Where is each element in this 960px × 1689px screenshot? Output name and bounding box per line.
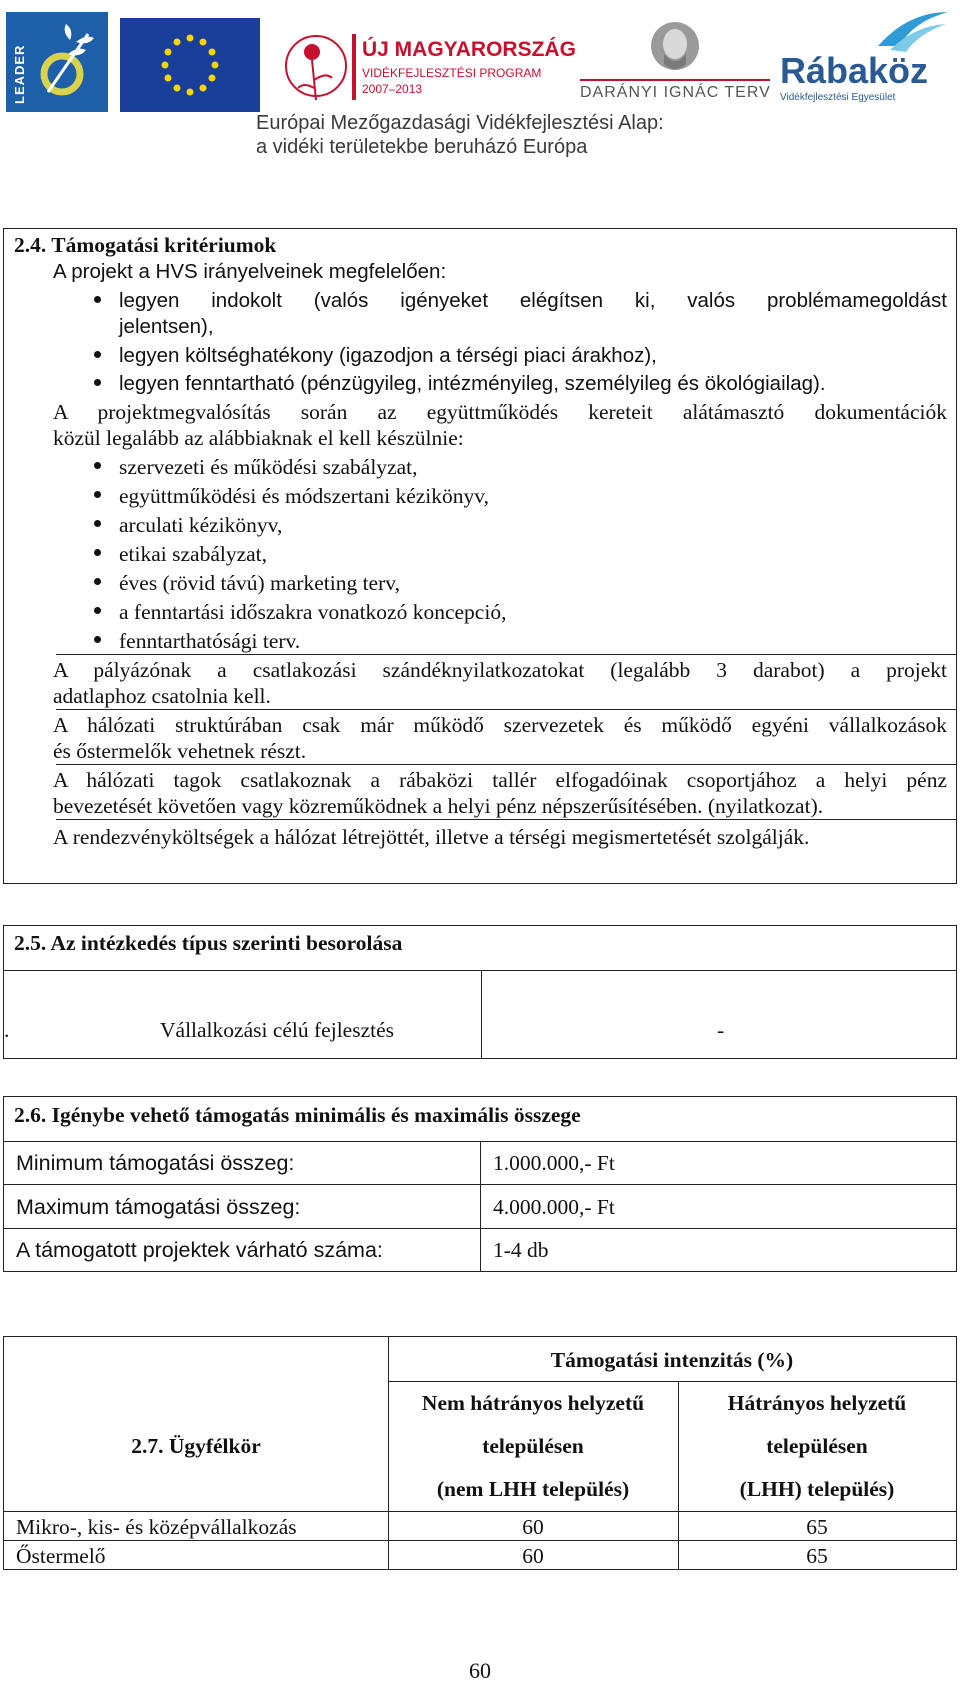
tagline-2: a vidéki területekbe beruházó Európa	[256, 136, 588, 158]
portrait-icon	[580, 14, 770, 84]
divider	[481, 970, 482, 1058]
paragraph-1-cont: adatlaphoz csatolnia kell.	[53, 684, 271, 708]
divider	[4, 1540, 956, 1541]
section-2-6-box	[3, 1096, 957, 1272]
criteria-1-cont: jelentsen),	[119, 315, 214, 338]
rabakoz-title: Rábaköz	[780, 50, 929, 91]
leader-emblem-icon	[6, 12, 108, 112]
bullet-icon	[94, 491, 101, 498]
page-number: 60	[469, 1658, 491, 1683]
max-label: Maximum támogatási összeg:	[16, 1195, 301, 1219]
type-value: -	[717, 1018, 725, 1042]
min-value: 1.000.000,- Ft	[493, 1151, 615, 1175]
section-2-4-title: 2.4. Támogatási kritériumok	[14, 233, 277, 257]
section-2-5-title: 2.5. Az intézkedés típus szerinti besorolása	[14, 931, 403, 955]
paragraph-3-cont: bevezetését követően vagy közreműködnek a helyi pénz népszerűsítésében. (nyilatkozat).	[53, 794, 824, 818]
doc-item: szervezeti és működési szabályzat,	[119, 455, 418, 479]
bullet-icon	[94, 379, 101, 386]
criteria-2: legyen költséghatékony (igazodjon a térségi piaci árakhoz),	[119, 344, 657, 367]
dot-marker: .	[4, 1018, 10, 1042]
section-2-7-table	[3, 1336, 957, 1570]
row-lhh-value: 65	[806, 1544, 828, 1568]
divider	[56, 819, 956, 820]
criteria-3: legyen fenntartható (pénzügyileg, intézményileg, személyileg és ökológiailag).	[119, 372, 826, 395]
row-nonlhh-value: 60	[522, 1515, 544, 1539]
paragraph-2-cont: és őstermelők vehetnek részt.	[53, 739, 307, 763]
col-nonlhh-header: településen	[482, 1434, 584, 1458]
header-logos	[0, 0, 960, 170]
leader-logo: LEADER	[6, 12, 108, 112]
bullet-icon	[94, 520, 101, 527]
divider	[388, 1381, 956, 1382]
doc-item: a fenntartási időszakra vonatkozó koncepció,	[119, 600, 507, 624]
flower-icon	[282, 14, 362, 114]
paragraph-4: A rendezvényköltségek a hálózat létrejöttét, illetve a térségi megismertetését szolgálják.	[53, 825, 810, 849]
col-nonlhh-header: (nem LHH település)	[436, 1477, 630, 1501]
type-label: Vállalkozási célú fejlesztés	[160, 1018, 395, 1042]
row-label: Őstermelő	[16, 1544, 106, 1568]
divider	[56, 709, 956, 710]
divider	[352, 34, 356, 100]
section-2-6-title: 2.6. Igénybe vehető támogatás minimális és maximális összege	[14, 1103, 581, 1127]
uj-magyarorszag-logo	[282, 14, 576, 114]
docs-intro-cont: közül legalább az alábbiaknak el kell készülnie:	[53, 426, 464, 450]
divider	[4, 970, 956, 971]
max-value: 4.000.000,- Ft	[493, 1195, 615, 1219]
paragraph-2: A hálózati struktúrában csak már működő szervezetek és működő egyéni vállalkozások	[53, 713, 947, 737]
col-nonlhh-header: Nem hátrányos helyzetű	[421, 1391, 645, 1415]
col-lhh-header: településen	[766, 1434, 868, 1458]
criteria-intro: A projekt a HVS irányelveinek megfelelően:	[53, 260, 447, 283]
uj-title: ÚJ MAGYARORSZÁG	[362, 38, 576, 61]
divider	[480, 1141, 481, 1271]
bullet-icon	[94, 351, 101, 358]
bullet-icon	[94, 636, 101, 643]
row-nonlhh-value: 60	[522, 1544, 544, 1568]
doc-item: éves (rövid távú) marketing terv,	[119, 571, 400, 595]
divider	[4, 1511, 956, 1512]
rabakoz-subtitle: Vidékfejlesztési Egyesület	[780, 92, 896, 103]
paragraph-1: A pályázónak a csatlakozási szándéknyilatkozatokat (legalább 3 darabot) a projekt	[53, 658, 947, 682]
doc-item: etikai szabályzat,	[119, 542, 268, 566]
count-label: A támogatott projektek várható száma:	[16, 1238, 383, 1262]
uj-years: 2007–2013	[362, 82, 423, 96]
paragraph-3: A hálózati tagok csatlakoznak a rábaközi tallér elfogadóinak csoportjához a helyi pénz	[53, 768, 947, 792]
bullet-icon	[94, 607, 101, 614]
section-2-5-box	[3, 925, 957, 1059]
row-label: Mikro-, kis- és középvállalkozás	[16, 1515, 297, 1539]
doc-item: együttműködési és módszertani kézikönyv,	[119, 484, 489, 508]
row-lhh-value: 65	[806, 1515, 828, 1539]
col-lhh-header: Hátrányos helyzetű	[727, 1391, 907, 1415]
doc-item: arculati kézikönyv,	[119, 513, 283, 537]
min-label: Minimum támogatási összeg:	[16, 1151, 295, 1175]
count-value: 1-4 db	[493, 1238, 549, 1262]
criteria-1: legyen indokolt (valós igényeket elégítsen ki, valós problémamegoldást	[119, 289, 947, 312]
intensity-header: Támogatási intenzitás (%)	[550, 1348, 794, 1372]
bullet-icon	[94, 296, 101, 303]
divider	[56, 764, 956, 765]
divider	[56, 654, 956, 655]
darany-text: DARÁNYI IGNÁC TERV	[580, 84, 771, 101]
bullet-icon	[94, 549, 101, 556]
doc-item: fenntarthatósági terv.	[119, 629, 301, 653]
eu-stars-icon	[120, 18, 260, 112]
section-2-7-title: 2.7. Ügyfélkör	[131, 1434, 261, 1458]
docs-intro: A projektmegvalósítás során az együttműködés kereteit alátámasztó dokumentációk	[53, 400, 947, 424]
col-lhh-header: (LHH) település)	[739, 1477, 895, 1501]
tagline-1: Európai Mezőgazdasági Vidékfejlesztési Alap:	[256, 112, 664, 134]
rabakoz-logo	[778, 6, 958, 114]
bullet-icon	[94, 462, 101, 469]
bullet-icon	[94, 578, 101, 585]
eu-flag	[120, 18, 260, 112]
daranyi-logo	[580, 14, 770, 114]
uj-subtitle: VIDÉKFEJLESZTÉSI PROGRAM	[362, 66, 542, 80]
section-2-4-box	[3, 228, 957, 884]
